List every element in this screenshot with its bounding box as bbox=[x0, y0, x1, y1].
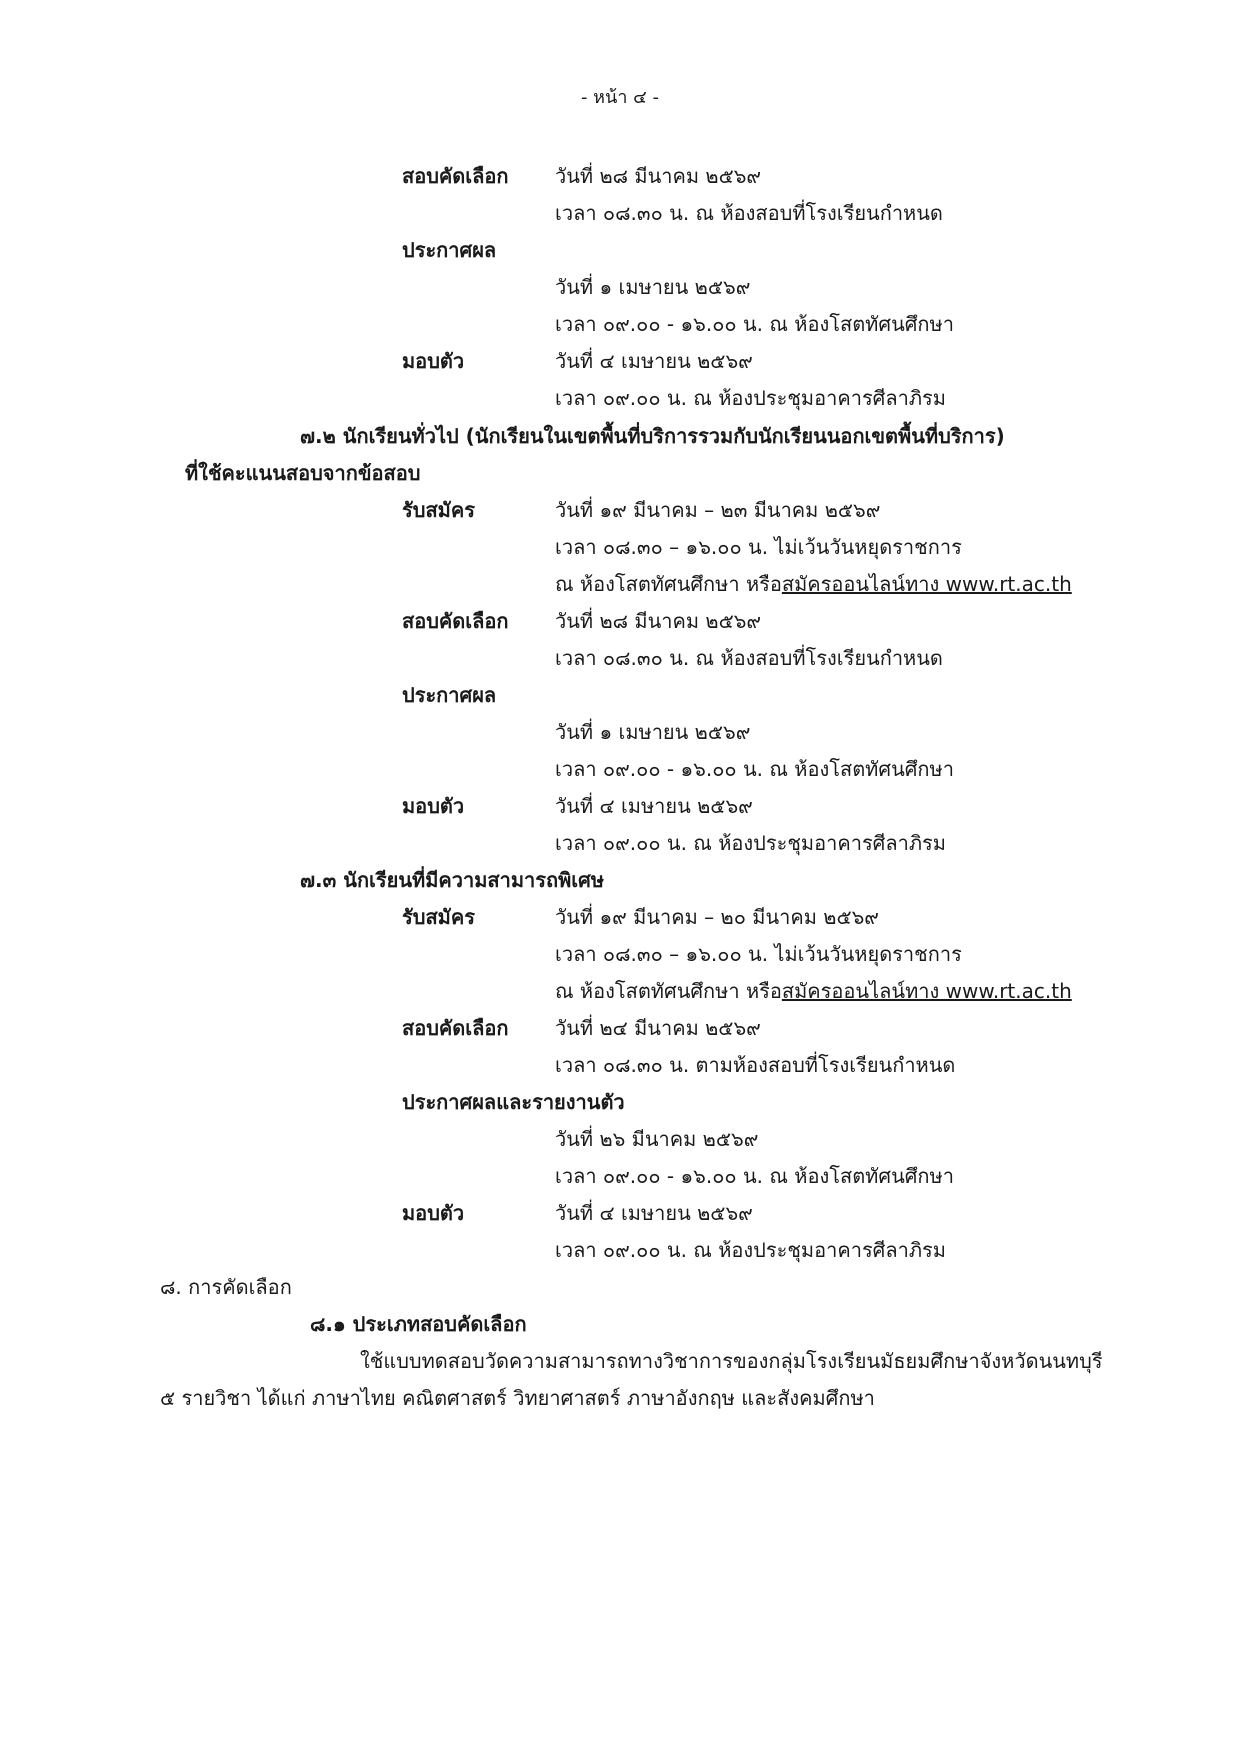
report-label: มอบตัว bbox=[402, 349, 465, 373]
page-header: - หน้า ๔ - bbox=[580, 87, 660, 108]
apply-place bbox=[555, 977, 1072, 1005]
apply-label: รับสมัคร bbox=[402, 498, 475, 522]
report-label: มอบตัว bbox=[402, 794, 465, 818]
report-time: เวลา ๐๙.๐๐ น. ณ ห้องประชุมอาคารศีลาภิรม bbox=[555, 386, 946, 410]
announce-label: ประกาศผล bbox=[402, 683, 497, 707]
apply-date: วันที่ ๑๙ มีนาคม – ๒๓ มีนาคม ๒๕๖๙ bbox=[555, 498, 881, 522]
exam-label: สอบคัดเลือก bbox=[402, 1016, 509, 1040]
online-apply-link[interactable]: สมัครออนไลน์ทาง www.rt.ac.th bbox=[781, 979, 1072, 1003]
announce-label: ประกาศผลและรายงานตัว bbox=[402, 1090, 625, 1114]
report-date: วันที่ ๔ เมษายน ๒๕๖๙ bbox=[555, 1201, 753, 1225]
apply-label: รับสมัคร bbox=[402, 905, 475, 929]
announce-date: วันที่ ๑ เมษายน ๒๕๖๙ bbox=[555, 275, 751, 299]
exam-time: เวลา ๐๘.๓๐ น. ณ ห้องสอบที่โรงเรียนกำหนด bbox=[555, 201, 943, 225]
section-7-2-heading-cont: ที่ใช้คะแนนสอบจากข้อสอบ bbox=[185, 461, 421, 485]
section-7-3-heading: ๗.๓ นักเรียนที่มีความสามารถพิเศษ bbox=[300, 868, 605, 892]
announce-time: เวลา ๐๙.๐๐ - ๑๖.๐๐ น. ณ ห้องโสตทัศนศึกษา bbox=[555, 1164, 954, 1188]
apply-date: วันที่ ๑๙ มีนาคม – ๒๐ มีนาคม ๒๕๖๙ bbox=[555, 905, 879, 929]
exam-date: วันที่ ๒๘ มีนาคม ๒๕๖๙ bbox=[555, 164, 762, 188]
apply-place-prefix: ณ ห้องโสตทัศนศึกษา หรือ bbox=[555, 572, 782, 596]
section-8-1-heading: ๘.๑ ประเภทสอบคัดเลือก bbox=[310, 1312, 527, 1336]
apply-time: เวลา ๐๘.๓๐ – ๑๖.๐๐ น. ไม่เว้นวันหยุดราชการ bbox=[555, 535, 962, 559]
apply-place bbox=[555, 570, 1072, 598]
report-label: มอบตัว bbox=[402, 1201, 465, 1225]
section-7-2-heading: ๗.๒ นักเรียนทั่วไป (นักเรียนในเขตพื้นที่บริการรวมกับนักเรียนนอกเขตพื้นที่บริการ) bbox=[300, 424, 1005, 448]
exam-date: วันที่ ๒๘ มีนาคม ๒๕๖๙ bbox=[555, 609, 762, 633]
apply-place-prefix: ณ ห้องโสตทัศนศึกษา หรือ bbox=[555, 979, 782, 1003]
announce-date: วันที่ ๑ เมษายน ๒๕๖๙ bbox=[555, 720, 751, 744]
section-8-heading: ๘. การคัดเลือก bbox=[160, 1275, 292, 1299]
exam-date: วันที่ ๒๔ มีนาคม ๒๕๖๙ bbox=[555, 1016, 761, 1040]
report-date: วันที่ ๔ เมษายน ๒๕๖๙ bbox=[555, 349, 753, 373]
announce-label: ประกาศผล bbox=[402, 238, 497, 262]
report-time: เวลา ๐๙.๐๐ น. ณ ห้องประชุมอาคารศีลาภิรม bbox=[555, 1238, 946, 1262]
apply-time: เวลา ๐๘.๓๐ – ๑๖.๐๐ น. ไม่เว้นวันหยุดราชการ bbox=[555, 942, 962, 966]
exam-time: เวลา ๐๘.๓๐ น. ตามห้องสอบที่โรงเรียนกำหนด bbox=[555, 1053, 956, 1077]
section-8-1-para-line1: ใช้แบบทดสอบวัดความสามารถทางวิชาการของกลุ่มโรงเรียนมัธยมศึกษาจังหวัดนนทบุรี bbox=[360, 1349, 1103, 1373]
online-apply-link[interactable]: สมัครออนไลน์ทาง www.rt.ac.th bbox=[781, 572, 1072, 596]
section-8-1-para-line2: ๕ รายวิชา ได้แก่ ภาษาไทย คณิตศาสตร์ วิทยาศาสตร์ ภาษาอังกฤษ และสังคมศึกษา bbox=[160, 1386, 875, 1410]
exam-time: เวลา ๐๘.๓๐ น. ณ ห้องสอบที่โรงเรียนกำหนด bbox=[555, 646, 943, 670]
announce-date: วันที่ ๒๖ มีนาคม ๒๕๖๙ bbox=[555, 1127, 759, 1151]
report-time: เวลา ๐๙.๐๐ น. ณ ห้องประชุมอาคารศีลาภิรม bbox=[555, 831, 946, 855]
announce-time: เวลา ๐๙.๐๐ - ๑๖.๐๐ น. ณ ห้องโสตทัศนศึกษา bbox=[555, 757, 954, 781]
exam-label: สอบคัดเลือก bbox=[402, 164, 509, 188]
exam-label: สอบคัดเลือก bbox=[402, 609, 509, 633]
announce-time: เวลา ๐๙.๐๐ - ๑๖.๐๐ น. ณ ห้องโสตทัศนศึกษา bbox=[555, 312, 954, 336]
report-date: วันที่ ๔ เมษายน ๒๕๖๙ bbox=[555, 794, 753, 818]
